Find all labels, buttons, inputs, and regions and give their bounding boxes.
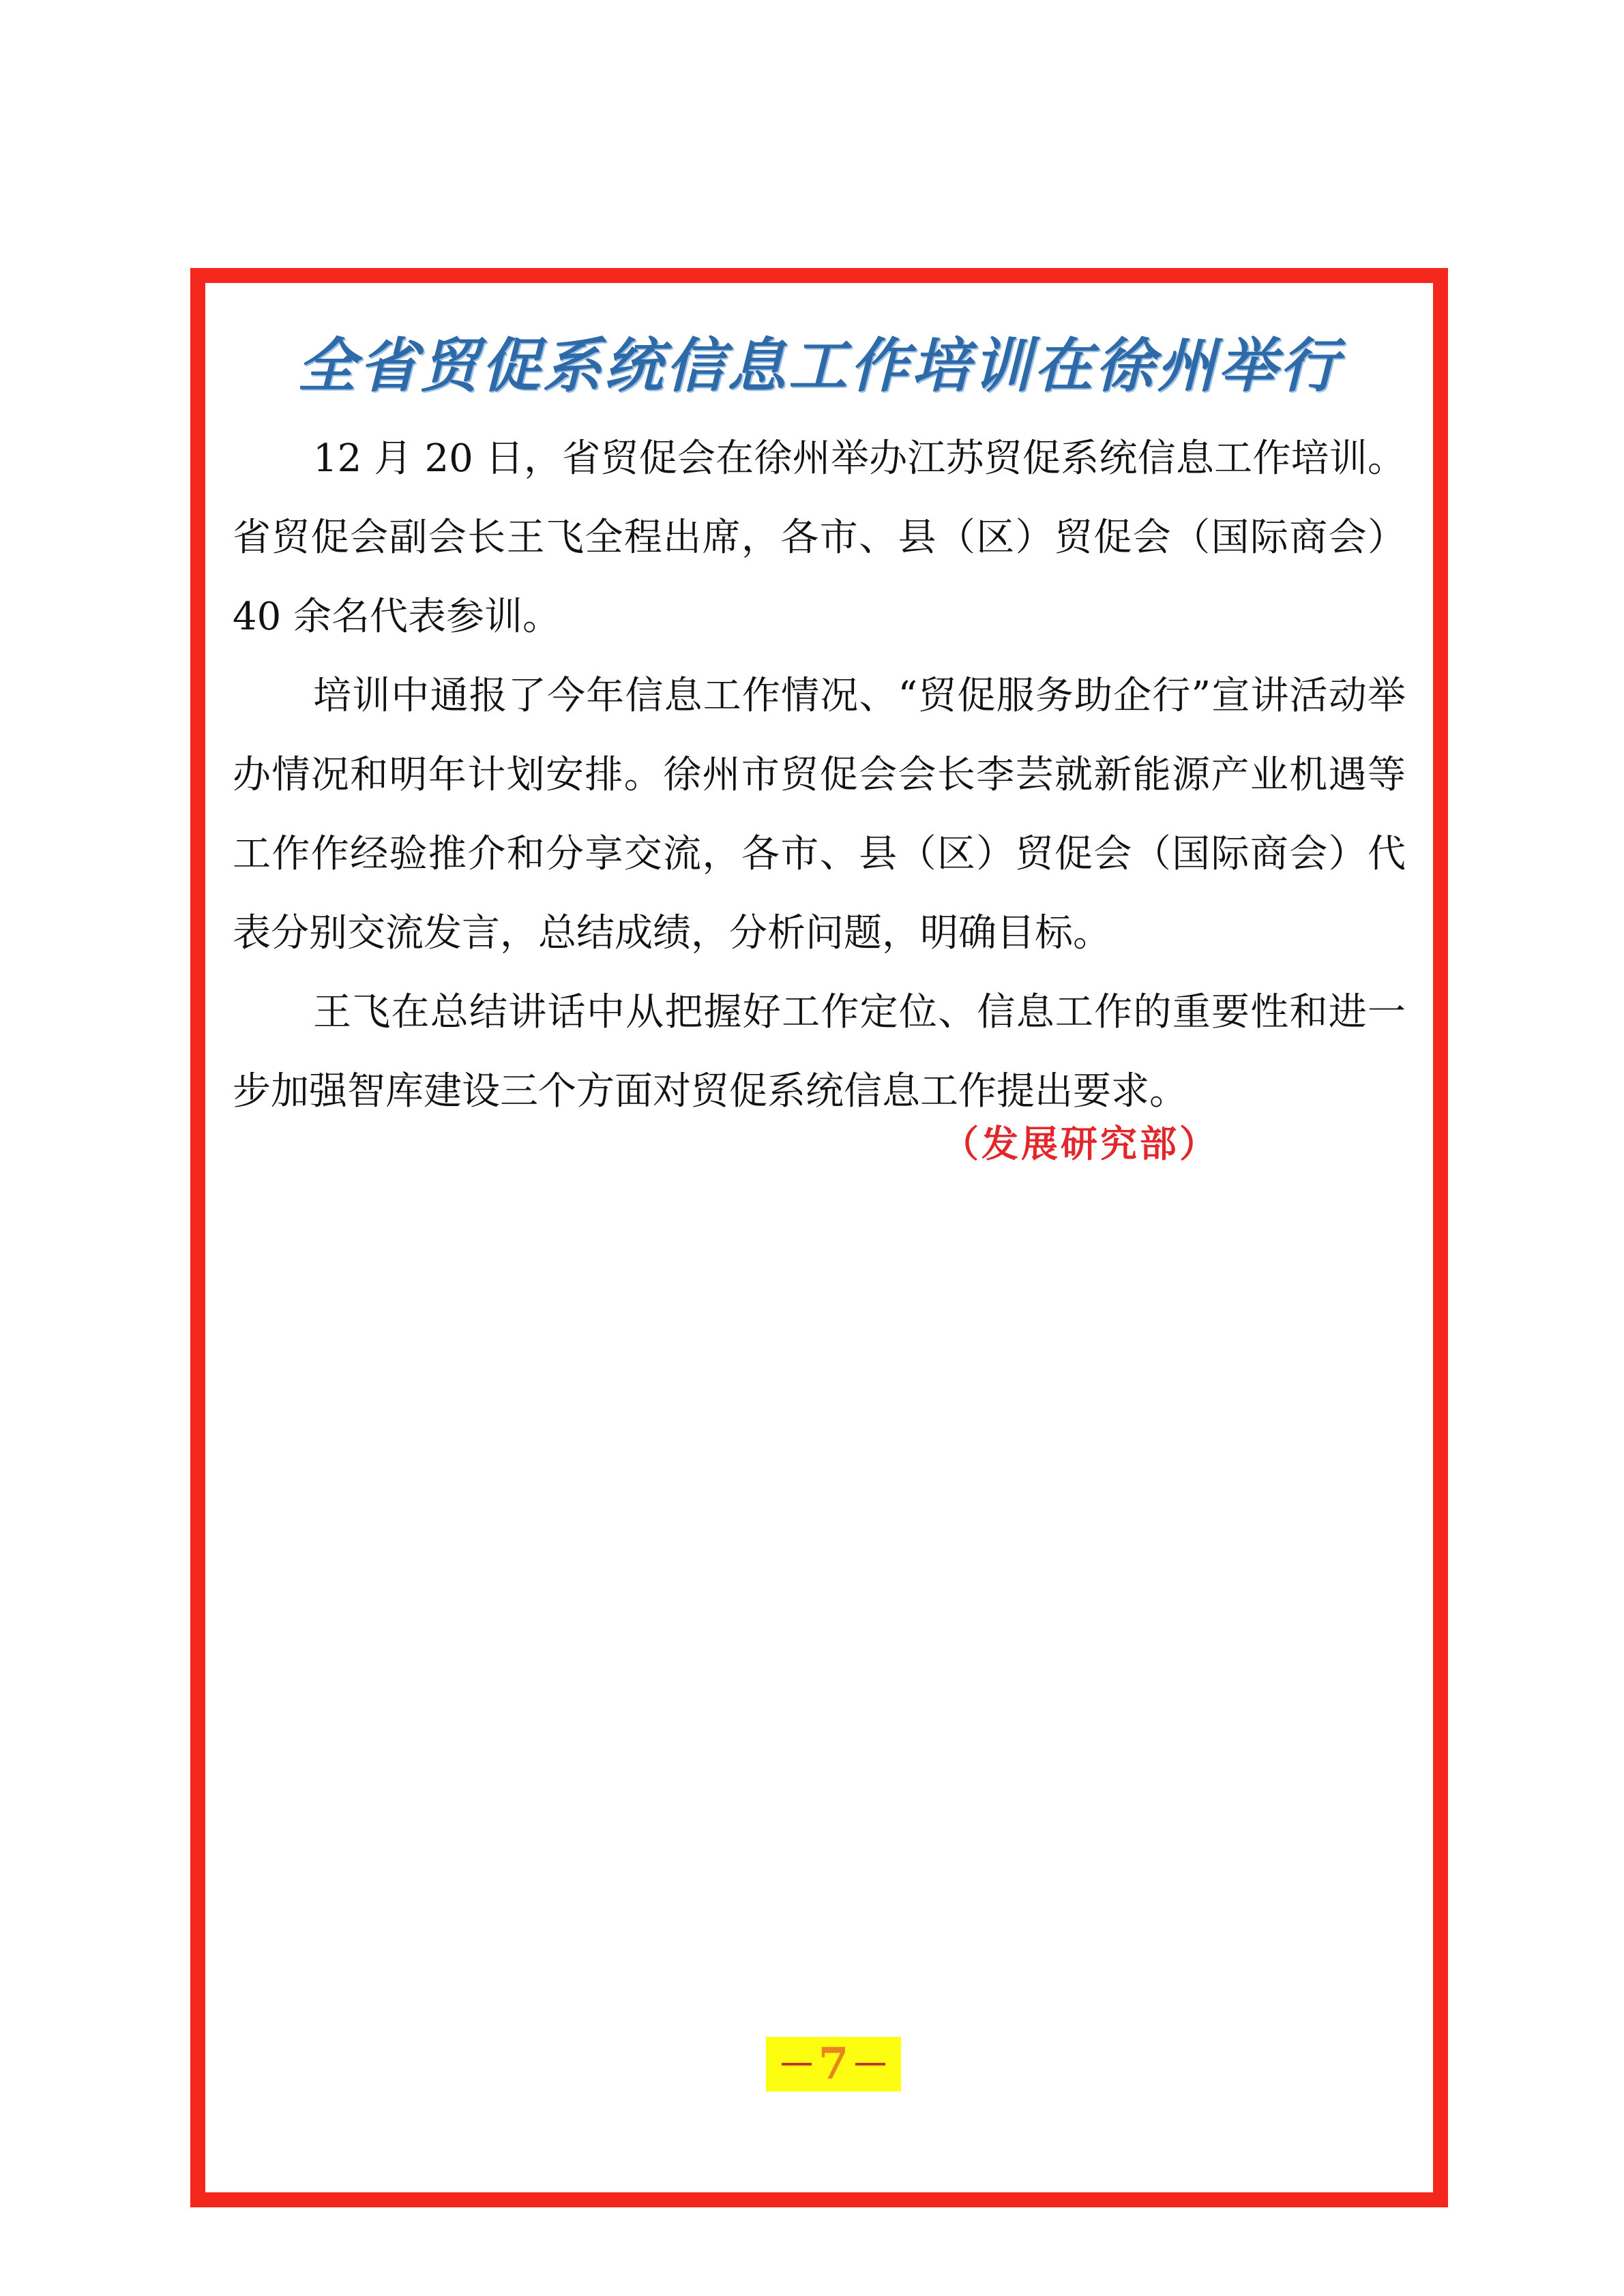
paragraph: 王飞在总结讲话中从把握好工作定位、信息工作的重要性和进一步加强智库建设三个方面对贸促系统信息工作提出要求。 <box>233 990 1406 1114</box>
paragraph: 培训中通报了今年信息工作情况、“贸促服务助企行”宣讲活动举办情况和明年计划安排。徐州市贸促会会长李芸就新能源产业机遇等工作作经验推介和分享交流，各市、县（区）贸促会（国际商会）代表分别交流发言，总结成绩，分析问题，明确目标。 <box>233 674 1406 955</box>
article-title: 全省贸促系统信息工作培训在徐州举行 <box>297 331 1341 400</box>
dash-right <box>855 2063 885 2066</box>
page-number-badge <box>766 2037 901 2091</box>
page-number: 7 <box>818 2038 849 2089</box>
article-body <box>233 419 1406 1131</box>
article-source: （发展研究部） <box>942 1122 1219 1165</box>
page-frame <box>190 268 1448 2207</box>
dash-left <box>782 2063 812 2066</box>
paragraph: 12 月 20 日，省贸促会在徐州举办江苏贸促系统信息工作培训。省贸促会副会长王飞全程出席，各市、县（区）贸促会（国际商会）40 余名代表参训。 <box>233 436 1406 639</box>
